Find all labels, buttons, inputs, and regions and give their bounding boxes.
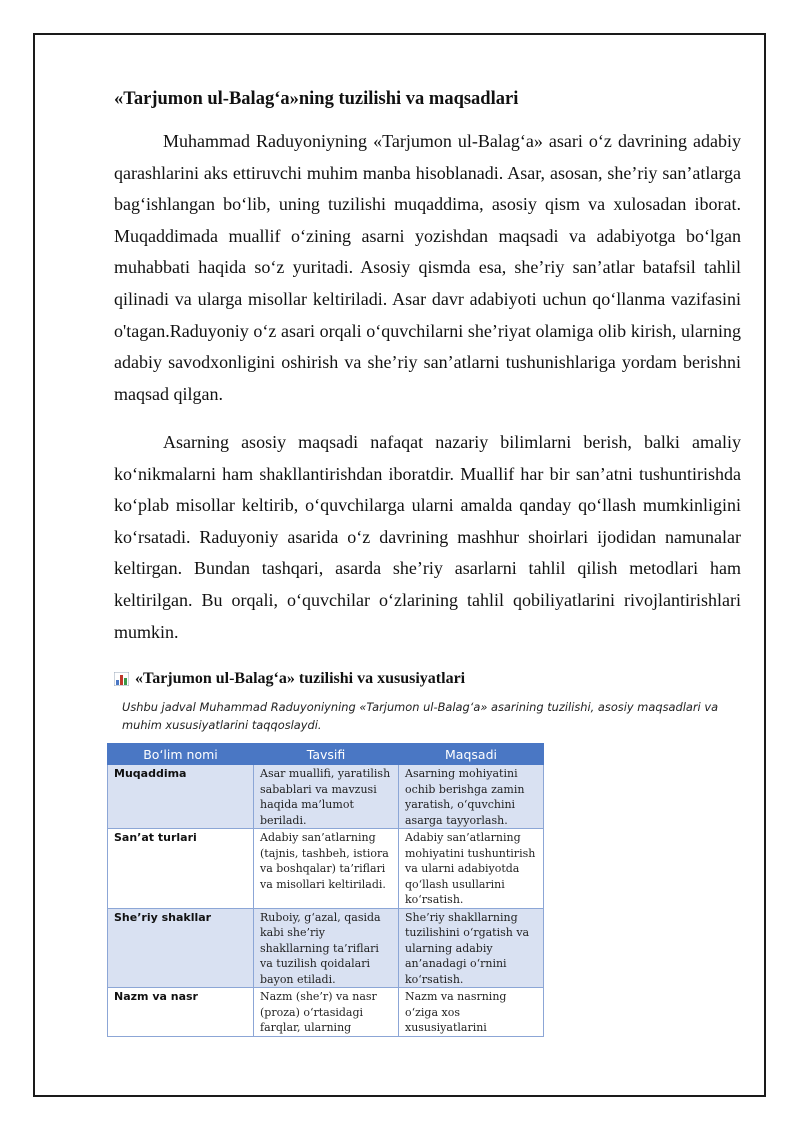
table-title [114,670,465,688]
row-purpose: Asarning mohiyatini ochib berishga zamin yaratish, o‘quvchini asarga tayyorlash. [399,765,544,829]
column-header-section: Bo‘lim nomi [108,744,254,765]
table-row [108,988,544,1037]
structure-table [107,743,544,1037]
row-section-name: Muqaddima [108,765,254,829]
table-caption: Ushbu jadval Muhammad Raduyoniyning «Tarjumon ul-Balag‘a» asarining tuzilishi, asosiy maqsadlari va muhim xususiyatlarini taqqoslaydi. [122,700,719,732]
row-section-name: She’riy shakllar [108,908,254,988]
table-row [108,765,544,829]
section-heading: «Tarjumon ul-Balag‘a»ning tuzilishi va maqsadlari [114,89,519,109]
paragraph-1: Muhammad Raduyoniyning «Tarjumon ul-Balag‘a» asari o‘z davrining adabiy qarashlarini aks ettiruvchi muhim manba hisoblanadi. Asar, asosan, she’riy san’atlarga bag‘ishlangan bo‘lib, uning tuzilishi muqaddima, asosiy qism va xulosadan iborat. Muqaddimada muallif o‘zining asarni yozishdan maqsadi va adabiyotga bo‘lgan muhabbati haqida so‘z yuritadi. Asosiy qismda esa, she’riy san’atlar batafsil tahlil qilinadi va ularga misollar keltiriladi. Asar davr adabiyoti uchun qo‘llanma vazifasini o'tagan.Raduyoniy o‘z asari orqali o‘quvchilarni she’riyat olamiga olib kirish, ularning adabiy savodxonligini oshirish va she’riy san’atlarni tushunishlariga yordam berishni maqsad qilgan. [114,131,741,404]
column-header-purpose: Maqsadi [399,744,544,765]
table-header-row [108,744,544,765]
bar-chart-icon [114,672,129,686]
paragraph-2: Asarning asosiy maqsadi nafaqat nazariy bilimlarni berish, balki amaliy ko‘nikmalarni ham shakllantirishdan iboratdir. Muallif har bir san’atni tushuntirishda ko‘plab misollar keltirib, o‘quvchilarga ularni amalda qanday qo‘llash mumkinligini ko‘rsatadi. Raduyoniy asarida o‘z davrining mashhur shoirlari ijodidan namunalar keltirgan. Bundan tashqari, asarda she’riy asarlarni tahlil qilish metodlari ham keltirilgan. Bu orqali, o‘quvchilar o‘zlarining tahlil qobiliyatlarini rivojlantirishlari mumkin. [114,432,741,642]
row-purpose: Nazm va nasrning o‘ziga xos xususiyatlarini [399,988,544,1037]
row-description: Nazm (she’r) va nasr (proza) o‘rtasidagi farqlar, ularning [254,988,399,1037]
row-section-name: Nazm va nasr [108,988,254,1037]
row-description: Ruboiy, g‘azal, qasida kabi she’riy shakllarning ta’riflari va tuzilish qoidalari bayon etiladi. [254,908,399,988]
row-purpose: Adabiy san’atlarning mohiyatini tushuntirish va ularni adabiyotda qo‘llash usullarini ko‘rsatish. [399,829,544,909]
row-description: Adabiy san’atlarning (tajnis, tashbeh, istiora va boshqalar) ta’riflari va misollari keltiriladi. [254,829,399,909]
table-row [108,908,544,988]
table-row [108,829,544,909]
row-purpose: She’riy shakllarning tuzilishini o‘rgatish va ularning adabiy an’anadagi o‘rnini ko‘rsatish. [399,908,544,988]
table-title-text: «Tarjumon ul-Balag‘a» tuzilishi va xususiyatlari [135,670,466,687]
column-header-description: Tavsifi [254,744,399,765]
row-section-name: San’at turlari [108,829,254,909]
row-description: Asar muallifi, yaratilish sabablari va mavzusi haqida ma’lumot beriladi. [254,765,399,829]
